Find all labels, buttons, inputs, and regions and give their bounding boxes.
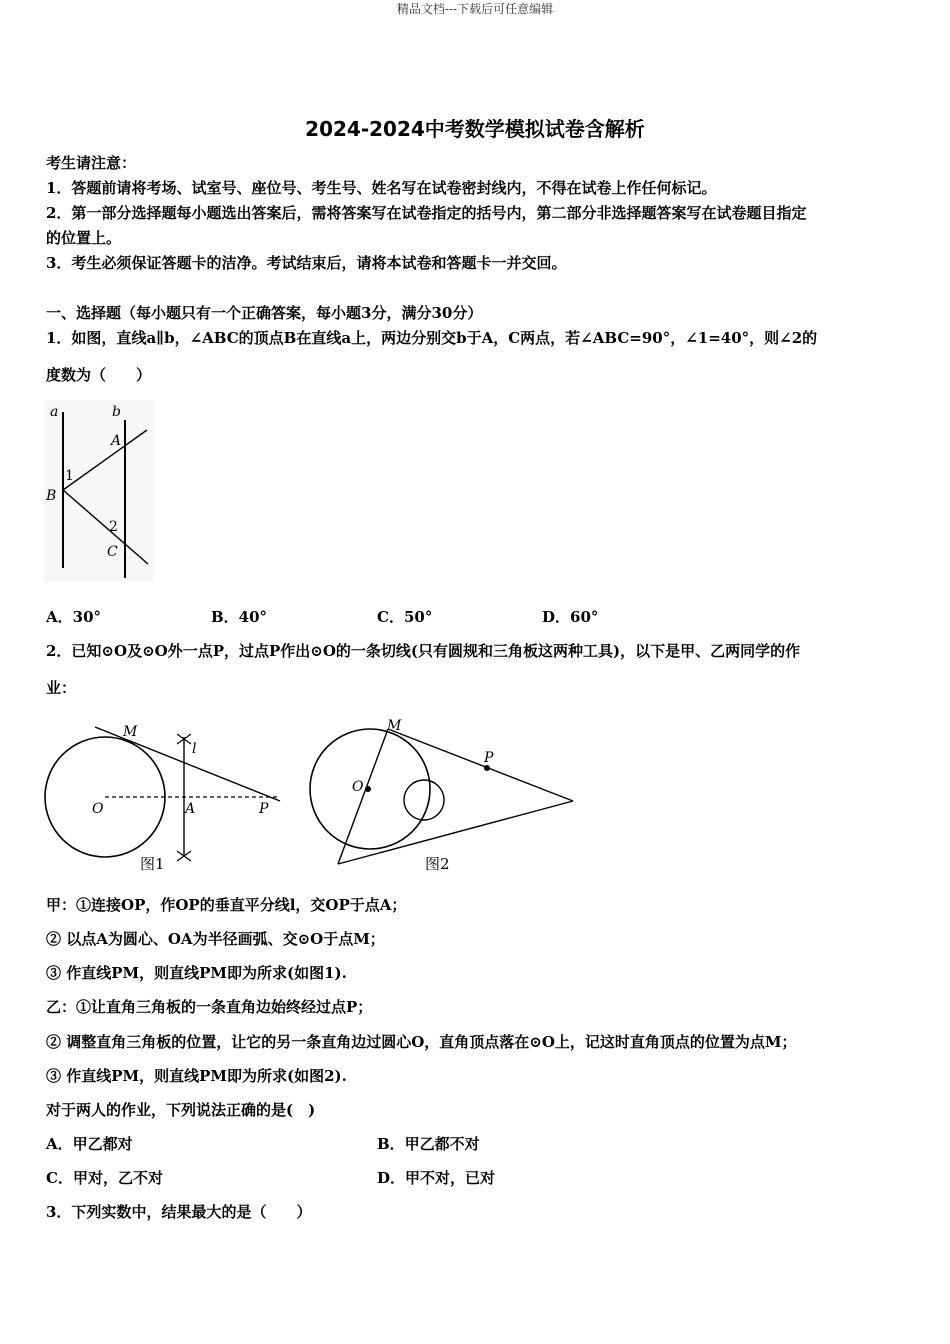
notice-item-1: 1．答题前请将考场、试室号、座位号、考生号、姓名写在试卷密封线内，不得在试卷上作任何标记。 (46, 179, 717, 197)
q2-text: 2．已知⊙O及⊙O外一点P，过点P作出⊙O的一条切线(只有圆规和三角板这两种工具)，以下是甲、乙两同学的作 (46, 642, 801, 660)
tangent-PM-fig2 (388, 729, 573, 801)
q1-text: 1．如图，直线a∥b，∠ABC的顶点B在直线a上，两边分别交b于A，C两点，若∠ABC=90°，∠1=40°，则∠2的 (46, 329, 818, 347)
q1-option-b[interactable]: B．40° (211, 608, 268, 626)
fig1-label-M: M (123, 724, 138, 740)
point-O-fig2 (365, 786, 371, 792)
fig1-label-A: A (185, 801, 196, 817)
q2-step-jia-2: ② 以点A为圆心、OA为半径画弧、交⊙O于点M； (46, 930, 385, 948)
label-A: A (111, 433, 122, 449)
q2-option-a[interactable]: A．甲乙都对 (46, 1135, 133, 1153)
q2-text-cont: 业： (46, 679, 77, 697)
label-a: a (50, 404, 59, 420)
notice-item-2: 2．第一部分选择题每小题选出答案后，需将答案写在试卷指定的括号内，第二部分非选择题答案写在试卷题目指定 (46, 204, 807, 222)
fig2-label-M: M (387, 718, 402, 734)
notice-item-2-cont: 的位置上。 (46, 229, 122, 247)
q2-option-c[interactable]: C．甲对，乙不对 (46, 1169, 163, 1187)
q1-option-a[interactable]: A．30° (46, 608, 102, 626)
label-B: B (46, 488, 57, 504)
fig1-caption: 图1 (140, 855, 165, 873)
q2-option-b[interactable]: B．甲乙都不对 (377, 1135, 480, 1153)
q2-figures (40, 712, 585, 877)
page-header: 精品文档---下载后可任意编辑 (396, 2, 554, 16)
label-C: C (107, 544, 118, 560)
fig2-caption: 图2 (425, 855, 450, 873)
q2-step-jia-3: ③ 作直线PM，则直线PM即为所求(如图1). (46, 964, 347, 982)
q2-option-d[interactable]: D．甲不对，已对 (377, 1169, 496, 1187)
fig1-label-l: l (192, 741, 197, 757)
label-b: b (112, 404, 121, 420)
q2-step-yi-3: ③ 作直线PM，则直线PM即为所求(如图2). (46, 1067, 347, 1085)
fig2-label-O: O (352, 779, 364, 795)
q2-step-yi-1: 乙：①让直角三角板的一条直角边始终经过点P； (46, 998, 373, 1016)
q1-figure (44, 400, 156, 584)
q2-step-yi-2: ② 调整直角三角板的位置，让它的另一条直角边过圆心O，直角顶点落在⊙O上，记这时直角顶点的位置为点M； (46, 1033, 797, 1051)
section-heading: 一、选择题（每小题只有一个正确答案，每小题3分，满分30分） (46, 304, 483, 322)
fig1-label-O: O (92, 801, 104, 817)
diameter-fig2 (338, 729, 388, 864)
q2-figure-1 (45, 724, 280, 873)
q1-option-d[interactable]: D．60° (542, 608, 599, 626)
q1-text-cont: 度数为（ ） (46, 366, 152, 384)
notice-heading: 考生请注意： (46, 154, 137, 172)
fig1-label-P: P (259, 801, 269, 817)
label-angle-2: 2 (109, 519, 118, 535)
q3-text: 3．下列实数中，结果最大的是（ ） (46, 1203, 312, 1221)
q2-figure-2 (310, 718, 573, 873)
fig2-label-P: P (484, 750, 494, 766)
q2-step-jia-1: 甲：①连接OP，作OP的垂直平分线l，交OP于点A； (46, 896, 407, 914)
notice-item-3: 3．考生必须保证答题卡的洁净。考试结束后，请将本试卷和答题卡一并交回。 (46, 254, 567, 272)
q2-question: 对于两人的作业，下列说法正确的是( ) (46, 1101, 316, 1119)
label-angle-1: 1 (65, 468, 74, 484)
triangle-side-fig2 (338, 801, 573, 864)
page-title: 2024-2024中考数学模拟试卷含解析 (305, 117, 645, 141)
q1-option-c[interactable]: C．50° (377, 608, 433, 626)
